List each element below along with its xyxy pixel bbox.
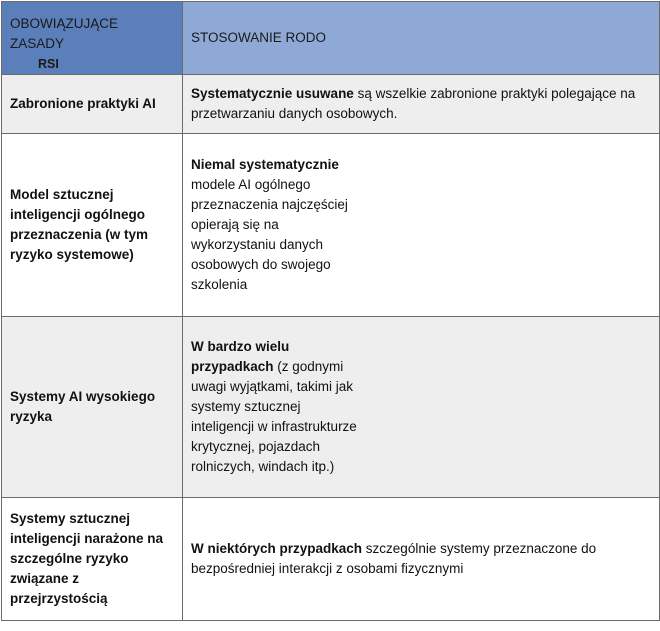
header-rules-label: OBOWIĄZUJĄCE ZASADY <box>10 16 119 51</box>
row-description <box>183 498 660 621</box>
row-description-emphasis: W niektórych przypadkach <box>191 541 363 556</box>
table-row <box>2 134 660 317</box>
row-description-text: (z godnymi uwagi wyjątkami, takimi jak systemy sztucznej inteligencji w infrastrukturze krytycznej, pojazdach rolniczych, windach itp.) <box>191 359 357 474</box>
row-label: Zabronione praktyki AI <box>2 75 183 134</box>
table-row <box>2 317 660 498</box>
row-description <box>183 317 660 498</box>
row-description-emphasis: Systematycznie usuwane <box>191 86 354 101</box>
row-description <box>183 134 660 317</box>
rodo-ai-act-table <box>1 1 660 621</box>
header-rsi-label: RSI <box>38 57 59 71</box>
header-gdpr-application <box>183 2 660 75</box>
table-row <box>2 75 660 134</box>
row-label: Systemy AI wysokiego ryzyka <box>2 317 183 498</box>
header-gdpr-label: STOSOWANIE RODO <box>191 30 327 45</box>
header-rules-rsi <box>2 2 183 75</box>
table-header-row <box>2 2 660 75</box>
table-row <box>2 498 660 621</box>
row-description-text: szczególnie systemy przeznaczone do bezpośredniej interakcji z osobami fizycznymi <box>191 541 597 576</box>
row-description-emphasis: W bardzo wielu przypadkach <box>191 339 290 374</box>
row-description-text: są wszelkie zabronione praktyki polegające na przetwarzaniu danych osobowych. <box>191 86 636 121</box>
row-label: Model sztucznej inteligencji ogólnego przeznaczenia (w tym ryzyko systemowe) <box>2 134 183 317</box>
row-description-emphasis: Niemal systematycznie <box>191 157 339 172</box>
row-description <box>183 75 660 134</box>
row-description-text: modele AI ogólnego przeznaczenia najczęściej opierają się na wykorzystaniu danych osobowych do swojego szkolenia <box>191 177 348 292</box>
row-label: Systemy sztucznej inteligencji narażone na szczególne ryzyko związane z przejrzystością <box>2 498 183 621</box>
